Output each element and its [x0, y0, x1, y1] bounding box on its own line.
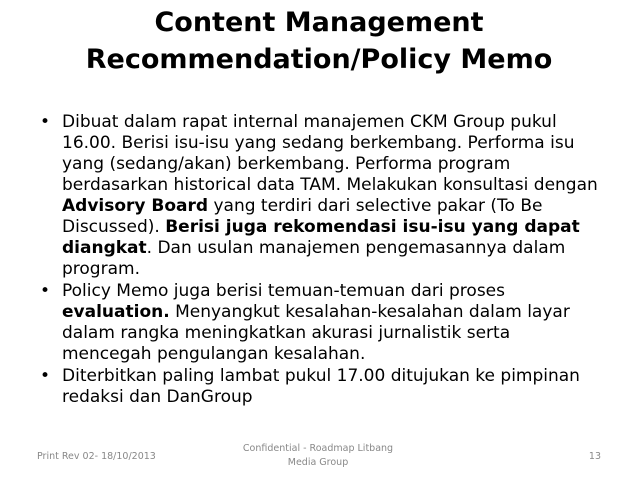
bullet-list [40, 112, 600, 409]
bullet-text: Policy Memo juga berisi temuan-temuan dari proses [62, 281, 505, 301]
bullet-text: Diterbitkan paling lambat pukul 17.00 ditujukan ke pimpinan redaksi dan DanGroup [62, 366, 580, 407]
bullet-marker: • [40, 281, 51, 301]
footer-revision: Print Rev 02- 18/10/2013 [37, 451, 156, 462]
bullet-item [40, 112, 600, 280]
bullet-text: Menyangkut kesalahan-kesalahan dalam layar dalam rangka meningkatkan akurasi jurnalistik serta mencegah pengulangan kesalahan. [62, 302, 570, 364]
page-number: 13 [588, 451, 601, 462]
bullet-emphasis-text: Berisi juga rekomendasi isu-isu yang dapat diangkat [62, 217, 580, 258]
bullet-emphasis-text: evaluation. [62, 302, 170, 322]
slide-title [0, 4, 638, 78]
bullet-text: Dibuat dalam rapat internal manajemen CKM Group pukul 16.00. Berisi isu-isu yang sedang berkembang. Performa isu yang (sedang/akan) berkembang. Performa program berdasarkan historical data TAM. Melakukan konsultasi dengan [62, 112, 598, 195]
slide-title-line-1: Content Management [154, 7, 484, 38]
bullet-emphasis-text: Advisory Board [62, 196, 209, 216]
bullet-marker: • [40, 112, 51, 132]
bullet-marker: • [40, 366, 51, 386]
bullet-text: . Dan usulan manajemen pengemasannya dalam program. [62, 238, 566, 279]
slide-title-line-2: Recommendation/Policy Memo [85, 44, 553, 75]
bullet-item [40, 281, 600, 365]
bullet-item [40, 366, 600, 408]
footer-confidential: Confidential - Roadmap Litbang Media Group [242, 443, 394, 468]
bullet-text: yang terdiri dari selective pakar (To Be Discussed). [62, 196, 543, 237]
